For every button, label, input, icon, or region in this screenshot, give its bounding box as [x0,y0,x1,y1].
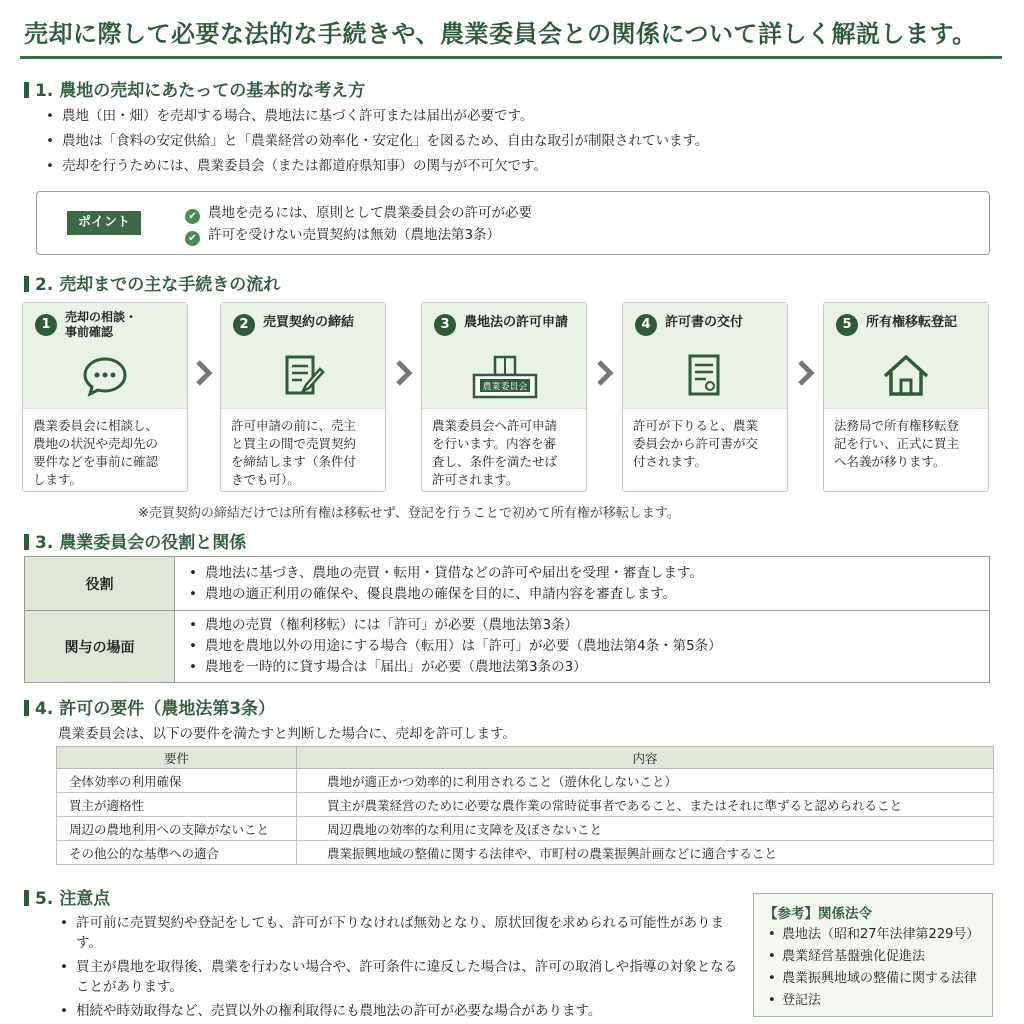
step-description: 許可が下りると、農業 委員会から許可書が交 付されます。 [633,418,759,469]
table-row [57,793,994,817]
building-icon [470,351,540,401]
certificate-icon [680,351,730,401]
step-icon-area [623,345,787,409]
section5-heading [24,884,110,909]
list-item: • 農地（田・畑）を売却する場合、農地法に基づく許可または届出が必要です。 [46,104,708,129]
table-cell: 農業振興地域の整備に関する法律や、市町村の農業振興計画などに適合すること [297,841,994,865]
section4-heading-text: 4. 許可の要件（農地法第3条） [35,699,276,719]
step-title: 売却の相談・ 事前確認 [65,310,138,339]
section1-heading-text: 1. 農地の売却にあたっての基本的な考え方 [35,81,366,101]
list-item: • 農地は「食料の安定供給」と「農業経営の効率化・安定化」を図るため、自由な取引が制限されています。 [46,129,708,154]
step-description: 農業委員会へ許可申請 を行います。内容を審 査し、条件を満たせば 許可されます。 [432,418,558,487]
section1-bullets [46,104,708,179]
list-item: • 農業振興地域の整備に関する法律 [768,968,979,990]
step-description: 農業委員会に相談し、 農地の状況や売却先の 要件などを事前に確認 します。 [33,418,159,487]
chevron-right-icon [595,360,615,386]
reference-title: 【参考】関係法令 [764,906,872,922]
heading-bar-icon [24,534,29,550]
section4-heading [24,694,275,719]
step-title: 所有権移転登記 [866,315,958,330]
point-box [36,191,990,255]
title-divider [20,56,1002,59]
list-item: • 農地を農地以外の用途にする場合（転用）は「許可」が必要（農地法第4条・第5条） [189,636,989,657]
step-icon-area [23,345,187,409]
section4-intro: 農業委員会は、以下の要件を満たすと判断した場合に、売却を許可します。 [58,726,516,742]
step-card-3 [421,302,587,492]
point-text: 農地を売るには、原則として農業委員会の許可が必要 [208,205,532,221]
heading-bar-icon [24,700,29,716]
step-card-2 [220,302,386,492]
step-card-4 [622,302,788,492]
list-item: • 売却を行うためには、農業委員会（または都道府県知事）の関与が不可欠です。 [46,154,708,179]
house-icon [881,351,931,401]
step-icon-area [221,345,385,409]
list-item: • 買主が農地を取得後、農業を行わない場合や、許可条件に違反した場合は、許可の取消しや指導の対象となることがあります。 [60,957,740,997]
section5-heading-text: 5. 注意点 [35,889,111,909]
section3-heading-text: 3. 農業委員会の役割と関係 [35,533,247,553]
list-item: • 登記法 [768,990,979,1012]
chevron-right-icon [194,360,214,386]
reference-list [768,924,979,1012]
speech-bubble-icon [80,351,130,401]
step-header [23,303,187,345]
flow-footnote: ※売買契約の締結だけでは所有権は移転せず、登記を行うことで初めて所有権が移転します。 [138,506,680,521]
table-header-row [57,747,994,769]
table-cell: 農地が適正かつ効率的に利用されること（遊休化しないこと） [297,769,994,793]
row-content [175,611,990,683]
table-cell: 全体効率の利用確保 [57,769,297,793]
table-cell: 買主が適格性 [57,793,297,817]
list-item: • 農地の適正利用の確保や、優良農地の確保を目的に、申請内容を審査します。 [189,584,989,605]
heading-bar-icon [24,276,29,292]
reference-box [753,893,993,1017]
row-label: 役割 [25,557,175,611]
step-title: 許可書の交付 [665,315,744,330]
list-item: • 農地の売買（権利移転）には「許可」が必要（農地法第3条） [189,615,989,636]
step-description: 法務局で所有権移転登 記を行い、正式に買主 へ名義が移ります。 [834,418,960,469]
point-badge: ポイント [67,211,141,235]
document-pen-icon [278,351,328,401]
table-cell: 買主が農業経営のために必要な農作業の常時従事者であること、またはそれに準ずると認められること [297,793,994,817]
step-title: 農地法の許可申請 [464,315,569,330]
step-header [422,303,586,345]
row-content [175,557,990,611]
heading-bar-icon [24,890,29,906]
section1-heading [24,76,365,101]
table-cell: 周辺の農地利用への支障がないこと [57,817,297,841]
step-number: 2 [233,314,255,336]
table-row [57,817,994,841]
check-icon: ✔ [185,209,200,224]
column-header: 要件 [57,747,297,769]
check-icon: ✔ [185,231,200,246]
table-row [57,769,994,793]
list-item: • 農地法に基づき、農地の売買・転用・貸借などの許可や届出を受理・審査します。 [189,563,989,584]
table-row [25,611,990,683]
building-sign-label: 農業委員会 [482,382,528,393]
step-number: 4 [635,314,657,336]
list-item: • 許可前に売買契約や登記をしても、許可が下りなければ無効となり、原状回復を求められる可能性があります。 [60,913,740,953]
step-number: 5 [836,314,858,336]
table-cell: 周辺農地の効率的な利用に支障を及ぼさないこと [297,817,994,841]
column-header: 内容 [297,747,994,769]
point-item [185,224,532,246]
chevron-right-icon [796,360,816,386]
point-text: 許可を受けない売買契約は無効（農地法第3条） [208,227,501,243]
step-icon-area [422,345,586,409]
step-header [623,303,787,345]
page-title: 売却に際して必要な法的な手続きや、農業委員会との関係について詳しく解説します。 [24,20,977,48]
notes-list [60,913,740,1024]
table-row [25,557,990,611]
step-description: 許可申請の前に、売主 と買主の間で売買契約 を締結します（条件付 きでも可）。 [231,418,357,487]
step-title: 売買契約の締結 [263,315,355,330]
step-header [824,303,988,345]
step-number: 3 [434,314,456,336]
row-label: 関与の場面 [25,611,175,683]
list-item: • 相続や時効取得など、売買以外の権利取得にも農地法の許可が必要な場合があります。 [60,1001,740,1021]
step-header [221,303,385,345]
list-item: • 農業経営基盤強化促進法 [768,946,979,968]
table-row [57,841,994,865]
step-card-1 [22,302,188,492]
chevron-right-icon [394,360,414,386]
step-number: 1 [35,314,57,336]
section2-heading-text: 2. 売却までの主な手続きの流れ [35,275,281,295]
list-item: • 農地法（昭和27年法律第229号） [768,924,979,946]
table-cell: その他公的な基準への適合 [57,841,297,865]
point-item [185,202,532,224]
requirements-table [56,746,994,865]
heading-bar-icon [24,82,29,98]
section2-heading [24,270,280,295]
step-card-5 [823,302,989,492]
step-icon-area [824,345,988,409]
point-list [185,202,532,246]
list-item: • 農地を一時的に貸す場合は「届出」が必要（農地法第3条の3） [189,657,989,678]
section3-heading [24,528,246,553]
role-table [24,556,990,683]
